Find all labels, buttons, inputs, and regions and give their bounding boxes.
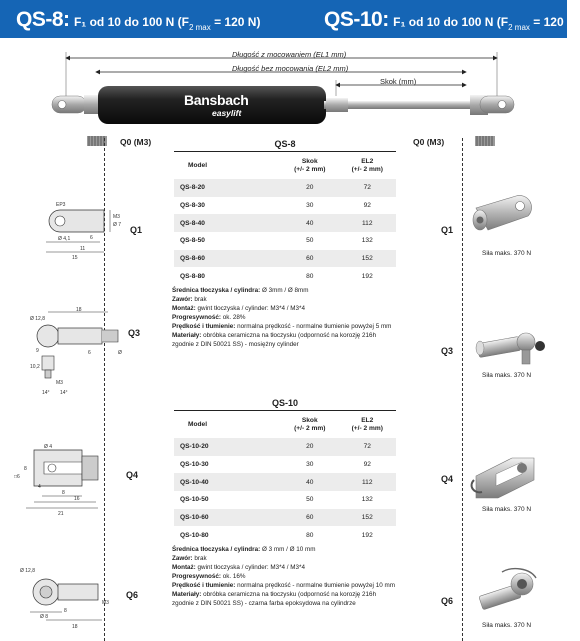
q3-force-caption: Siła maks. 370 N	[482, 372, 532, 379]
qs8-stroke-cell: 50	[306, 237, 314, 245]
q6-18-label: 18	[72, 624, 78, 630]
qs10-prop-valve-value: brak	[192, 555, 207, 562]
qs10-model-cell: QS-10-40	[174, 473, 281, 491]
q4-4-label: 4	[38, 484, 41, 490]
table-row	[174, 179, 396, 197]
q1-6-label: 6	[90, 235, 93, 241]
q3-dia-label: Ø	[118, 350, 122, 356]
q3-18-label: 18	[76, 307, 82, 313]
qs8-table-rule	[174, 151, 396, 152]
stroke-dimension-label: Skok (mm)	[380, 77, 417, 86]
qs10-col-stroke-label: Skok	[301, 417, 318, 424]
q6-left-label: Q6	[126, 590, 139, 600]
q4-fitting-image	[466, 446, 546, 504]
qs8-model-cell: QS-8-20	[174, 179, 281, 197]
q4-left-label: Q4	[126, 470, 139, 480]
qs8-prop-mount-label: Montaż:	[172, 305, 196, 312]
qs8-prop-mount	[172, 304, 398, 313]
qs8-prop-speed-label: Prędkość i tłumienie:	[172, 323, 236, 330]
qs8-stroke-cell: 30	[306, 202, 314, 210]
q6-drawing	[18, 562, 116, 634]
qs8-table	[174, 153, 396, 285]
qs10-el2-cell: 112	[339, 473, 397, 491]
qs10-header-end: = 120 N)	[529, 15, 580, 29]
qs10-table-rule	[174, 410, 396, 411]
table-row	[174, 526, 396, 544]
qs10-prop-mount-label: Montaż:	[172, 564, 196, 571]
q6-right-label: Q6	[441, 596, 454, 606]
table-row	[174, 267, 396, 285]
q4-sq6-label: □6	[14, 474, 20, 480]
el2-dimension-label: Długość bez mocowania (EL2 mm)	[232, 64, 349, 73]
qs8-model-cell: QS-8-60	[174, 250, 281, 268]
qs8-model-cell: QS-8-80	[180, 272, 205, 280]
qs8-prop-progressivity	[172, 313, 398, 322]
qs10-col-stroke	[281, 412, 339, 438]
q3-fitting-image	[472, 326, 548, 372]
qs10-el2-cell: 72	[339, 438, 397, 456]
qs8-col-model: Model	[188, 162, 208, 169]
qs10-prop-mount	[172, 563, 398, 572]
qs8-stroke-cell: 80	[306, 272, 314, 280]
table-row	[174, 250, 396, 268]
qs8-el2-cell: 192	[361, 272, 373, 280]
brand-sub: easylift	[212, 108, 242, 118]
q1-dia7-label: Ø 7	[113, 222, 122, 228]
q3-angle1-label: 14°	[42, 390, 50, 396]
qs10-header	[324, 8, 580, 32]
q1-11-label: 11	[80, 246, 86, 252]
qs8-col-el2-label: EL2	[361, 158, 374, 165]
qs8-prop-diameter-label: Średnica tłoczyska / cylindra:	[172, 287, 261, 294]
q4-8-label: 8	[62, 490, 65, 496]
qs10-el2-cell: 92	[363, 461, 371, 469]
qs8-header-end: = 120 N)	[210, 15, 261, 29]
qs8-prop-progressivity-label: Progresywność:	[172, 314, 221, 321]
q3-dia128-label: Ø 12,8	[30, 316, 46, 322]
qs10-prop-materials-value: obróbka ceramiczna na tłoczysku (odporność na korozję 216h zgodnie z DIN 50021 SS) - czarna farba epoksydowa na cylindrze	[172, 591, 377, 607]
q0-left-label: Q0 (M3)	[120, 137, 152, 147]
qs10-model-cell: QS-10-60	[174, 509, 281, 527]
qs8-el2-cell: 112	[339, 214, 397, 232]
q6-force-caption: Siła maks. 370 N	[482, 622, 532, 629]
q3-drawing	[28, 306, 126, 398]
q3-9-label: 9	[36, 348, 39, 354]
qs10-prop-progressivity-label: Progresywność:	[172, 573, 221, 580]
q1-ep3-label: EP3	[56, 202, 66, 208]
table-row	[174, 438, 396, 456]
qs8-el2-cell: 72	[339, 179, 397, 197]
q3-102-label: 10,2	[30, 364, 40, 370]
qs10-prop-diameter-value: Ø 3 mm / Ø 10 mm	[260, 546, 316, 553]
qs8-el2-cell: 132	[361, 237, 373, 245]
q1-fitting-image	[470, 190, 540, 242]
qs10-model-cell: QS-10-20	[174, 438, 281, 456]
center-line-right	[462, 138, 463, 641]
q4-21-label: 21	[58, 511, 64, 517]
q1-dia41-label: Ø 4,1	[58, 236, 71, 242]
qs10-col-el2-label: EL2	[361, 417, 374, 424]
q6-fitting-image	[472, 566, 546, 620]
gas-spring-image	[50, 84, 520, 128]
qs8-stroke-cell: 60	[281, 250, 339, 268]
qs8-el2-cell: 152	[339, 250, 397, 268]
qs8-prop-materials	[172, 331, 398, 349]
qs10-prop-materials	[172, 590, 398, 608]
qs10-prop-valve-label: Zawór:	[172, 555, 193, 562]
qs8-col-el2-tol: (+/- 2 mm)	[351, 166, 383, 173]
qs10-col-model: Model	[188, 421, 208, 428]
qs8-model-cell: QS-8-50	[180, 237, 205, 245]
qs8-header-title: QS-8:	[16, 8, 70, 31]
qs8-el2-cell: 92	[363, 202, 371, 210]
q1-left-label: Q1	[130, 225, 143, 235]
qs8-header-range: F₁ od 10 do 100 N (F	[73, 15, 189, 29]
qs8-prop-mount-value: gwint tłoczyska / cylinder: M3*4 / M3*4	[195, 305, 305, 312]
table-row	[174, 197, 396, 215]
qs10-header-range: F₁ od 10 do 100 N (F	[393, 15, 509, 29]
qs10-stroke-cell: 40	[281, 473, 339, 491]
qs10-prop-speed-value: normalna prędkość - normalne tłumienie powyżej 10 mm	[235, 582, 395, 589]
qs8-col-stroke-tol: (+/- 2 mm)	[294, 166, 326, 173]
qs8-table-header	[174, 153, 396, 179]
qs10-col-stroke-tol: (+/- 2 mm)	[294, 425, 326, 432]
qs8-col-stroke-label: Skok	[301, 158, 318, 165]
qs8-prop-materials-label: Materiały:	[172, 332, 202, 339]
qs8-prop-speed-value: normalna prędkość - normalne tłumienie powyżej 5 mm	[235, 323, 392, 330]
qs8-prop-valve-value: brak	[192, 296, 207, 303]
qs10-header-title: QS-10:	[324, 8, 389, 31]
q6-8-label: 8	[64, 608, 67, 614]
qs8-stroke-cell: 40	[281, 214, 339, 232]
table-row	[174, 491, 396, 509]
qs10-stroke-cell: 80	[306, 531, 314, 539]
q3-right-label: Q3	[441, 346, 454, 356]
qs10-model-cell: QS-10-30	[180, 461, 209, 469]
qs10-model-cell: QS-10-80	[180, 531, 209, 539]
qs8-header	[16, 8, 260, 32]
qs10-stroke-cell: 30	[306, 461, 314, 469]
brand-logo: Bansbach	[184, 92, 249, 108]
qs10-el2-cell: 132	[361, 496, 373, 504]
qs8-stroke-cell: 20	[281, 179, 339, 197]
q1-right-label: Q1	[441, 225, 454, 235]
q4-drawing	[12, 440, 112, 516]
table-row	[174, 232, 396, 250]
q3-angle2-label: 14°	[60, 390, 68, 396]
qs10-col-el2	[339, 412, 397, 438]
qs10-el2-cell: 192	[361, 531, 373, 539]
q4-force-caption: Siła maks. 370 N	[482, 506, 532, 513]
el1-dimension-label: Długość z mocowaniem (EL1 mm)	[232, 50, 347, 59]
table-row	[174, 214, 396, 232]
qs10-header-sub: 2 max	[508, 23, 530, 33]
qs8-prop-diameter-value: Ø 3mm / Ø 8mm	[260, 287, 309, 294]
header-bar	[0, 0, 580, 38]
q6-m3-label: M3	[102, 600, 109, 606]
q4-right-label: Q4	[441, 474, 454, 484]
qs8-model-cell: QS-8-40	[174, 214, 281, 232]
q0-right-label: Q0 (M3)	[413, 137, 445, 147]
qs10-prop-materials-label: Materiały:	[172, 591, 202, 598]
qs10-prop-mount-value: gwint tłoczyska / cylinder: M3*4 / M3*4	[195, 564, 305, 571]
qs10-col-el2-tol: (+/- 2 mm)	[351, 425, 383, 432]
q3-left-label: Q3	[128, 328, 141, 338]
q3-m3-label: M3	[56, 380, 63, 386]
qs8-table-title: QS-8	[274, 139, 296, 149]
q4-8b-label: 8	[24, 466, 27, 472]
qs10-table-title: QS-10	[271, 398, 298, 408]
q6-dia128-label: Ø 12,8	[20, 568, 36, 574]
qs10-stroke-cell: 60	[281, 509, 339, 527]
q3-6-label: 6	[88, 350, 91, 356]
qs10-prop-valve	[172, 554, 398, 563]
qs8-col-el2	[339, 153, 397, 179]
qs8-header-sub: 2 max	[188, 23, 211, 33]
q6-dia8-label: Ø 8	[40, 614, 49, 620]
qs10-stroke-cell: 20	[281, 438, 339, 456]
q4-16-label: 16	[74, 496, 80, 502]
qs10-prop-diameter-label: Średnica tłoczyska / cylindra:	[172, 546, 261, 553]
qs8-model-cell: QS-8-30	[180, 202, 205, 210]
qs10-prop-progressivity-value: ok. 16%	[221, 573, 246, 580]
qs10-model-cell: QS-10-50	[180, 496, 209, 504]
qs10-prop-diameter	[172, 545, 398, 554]
qs10-prop-speed	[172, 581, 398, 590]
table-row	[174, 473, 396, 491]
qs8-prop-progressivity-value: ok. 28%	[221, 314, 246, 321]
q1-15-label: 15	[72, 255, 78, 261]
qs10-stroke-cell: 50	[306, 496, 314, 504]
qs10-el2-cell: 152	[339, 509, 397, 527]
qs10-prop-progressivity	[172, 572, 398, 581]
qs8-prop-diameter	[172, 286, 398, 295]
table-row	[174, 456, 396, 474]
q0-stud-right-icon	[474, 134, 496, 148]
qs8-properties	[172, 286, 398, 349]
qs8-prop-materials-value: obróbka ceramiczna na tłoczysku (odporność na korozję 216h zgodnie z DIN 50021 SS) - mosiężny cylinder	[172, 332, 377, 348]
q1-force-caption: Siła maks. 370 N	[482, 250, 532, 257]
qs10-properties	[172, 545, 398, 608]
qs10-prop-speed-label: Prędkość i tłumienie:	[172, 582, 236, 589]
qs8-prop-valve-label: Zawór:	[172, 296, 193, 303]
q1-drawing	[40, 196, 128, 264]
qs8-prop-valve	[172, 295, 398, 304]
table-row	[174, 509, 396, 527]
qs10-table-header	[174, 412, 396, 438]
qs10-table	[174, 412, 396, 544]
q4-dia4-label: Ø 4	[44, 444, 53, 450]
q1-m3-label: M3	[113, 214, 120, 220]
qs8-prop-speed	[172, 322, 398, 331]
qs8-col-stroke	[281, 153, 339, 179]
